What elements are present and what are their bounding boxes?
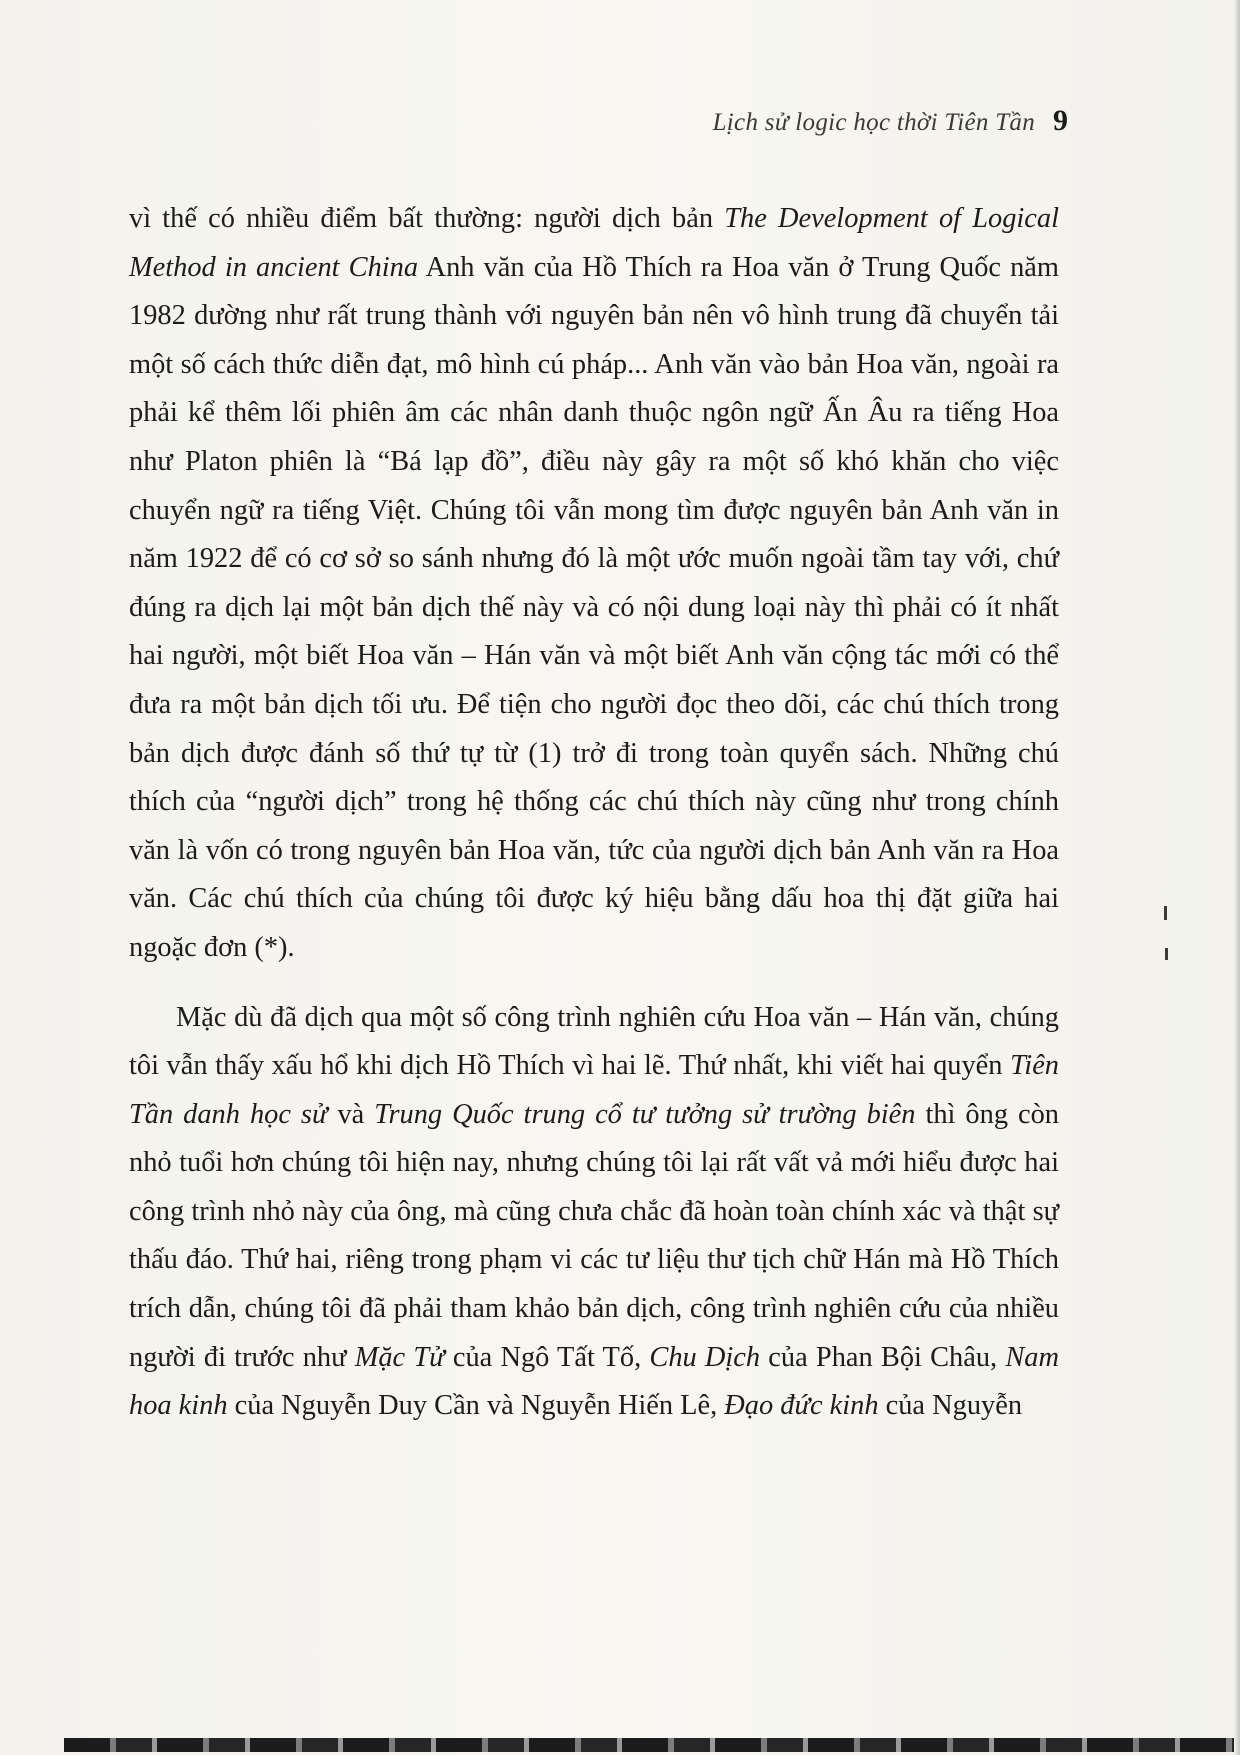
book-title-italic: Mặc Tử: [354, 1341, 445, 1373]
text-run: và: [327, 1098, 375, 1130]
page-edge-shadow: [1234, 0, 1240, 1755]
text-run: của Phan Bội Châu,: [760, 1341, 1006, 1373]
text-run: của Nguyễn Duy Cần và Nguyễn Hiến Lê,: [227, 1390, 725, 1422]
running-title: Lịch sử logic học thời Tiên Tần: [712, 109, 1035, 136]
text-run: Mặc dù đã dịch qua một số công trình nghiên cứu Hoa văn – Hán văn, chúng tôi vẫn thấy xấu hổ khi dịch Hồ Thích vì hai lẽ. Thứ nhất, khi viết hai quyển: [129, 1001, 1059, 1082]
scan-bottom-strip: [64, 1738, 1234, 1752]
book-title-italic: Tiên Tần danh học sử: [129, 1050, 1059, 1130]
text-run: vì thế có nhiều điểm bất thường: người dịch bản: [129, 203, 725, 234]
book-title-italic: Trung Quốc trung cổ tư tưởng sử trường biên: [374, 1098, 916, 1130]
body-text: [129, 195, 1059, 1431]
running-header: [713, 104, 1068, 138]
scan-artifact: [1165, 948, 1168, 960]
scan-artifact: [1164, 906, 1167, 920]
paragraph-2: [129, 994, 1059, 1431]
text-run: thì ông còn nhỏ tuổi hơn chúng tôi hiện nay, nhưng chúng tôi lại rất vất vả mới hiểu được hai công trình nhỏ này của ông, mà cũng chưa chắc đã hoàn toàn chính xác và thật sự thấu đáo. Thứ hai, riêng trong phạm vi các tư liệu thư tịch chữ Hán mà Hồ Thích trích dẫn, chúng tôi đã phải tham khảo bản dịch, công trình nghiên cứu của nhiều người đi trước như: [129, 1098, 1059, 1373]
text-run: của Nguyễn: [878, 1390, 1023, 1422]
paragraph-1: [129, 195, 1059, 973]
book-title-italic: The Development of Logical Method in ancient China: [129, 203, 1059, 283]
text-run: Anh văn của Hồ Thích ra Hoa văn ở Trung Quốc năm 1982 dường như rất trung thành với nguyên bản nên vô hình trung đã chuyển tải một số cách thức diễn đạt, mô hình cú pháp... Anh văn vào bản Hoa văn, ngoài ra phải kể thêm lối phiên âm các nhân danh thuộc ngôn ngữ Ấn Âu ra tiếng Hoa như Platon phiên là “Bá lạp đồ”, điều này gây ra một số khó khăn cho việc chuyển ngữ ra tiếng Việt. Chúng tôi vẫn mong tìm được nguyên bản Anh văn in năm 1922 để có cơ sở so sánh nhưng đó là một ước muốn ngoài tầm tay với, chứ đúng ra dịch lại một bản dịch thế này và có nội dung loại này thì phải có ít nhất hai người, một biết Hoa văn – Hán văn và một biết Anh văn cộng tác mới có thể đưa ra một bản dịch tối ưu. Để tiện cho người đọc theo dõi, các chú thích trong bản dịch được đánh số thứ tự từ (1) trở đi trong toàn quyển sách. Những chú thích của “người dịch” trong hệ thống các chú thích này cũng như trong chính văn là vốn có trong nguyên bản Hoa văn, tức của người dịch bản Anh văn ra Hoa văn. Các chú thích của chúng tôi được ký hiệu bằng dấu hoa thị đặt giữa hai ngoặc đơn (*).: [129, 251, 1059, 963]
text-run: của Ngô Tất Tố,: [444, 1341, 650, 1373]
book-title-italic: Nam hoa kinh: [129, 1341, 1059, 1422]
page-number: 9: [1053, 104, 1068, 137]
book-title-italic: Đạo đức kinh: [724, 1390, 879, 1422]
book-title-italic: Chu Dịch: [649, 1341, 761, 1373]
